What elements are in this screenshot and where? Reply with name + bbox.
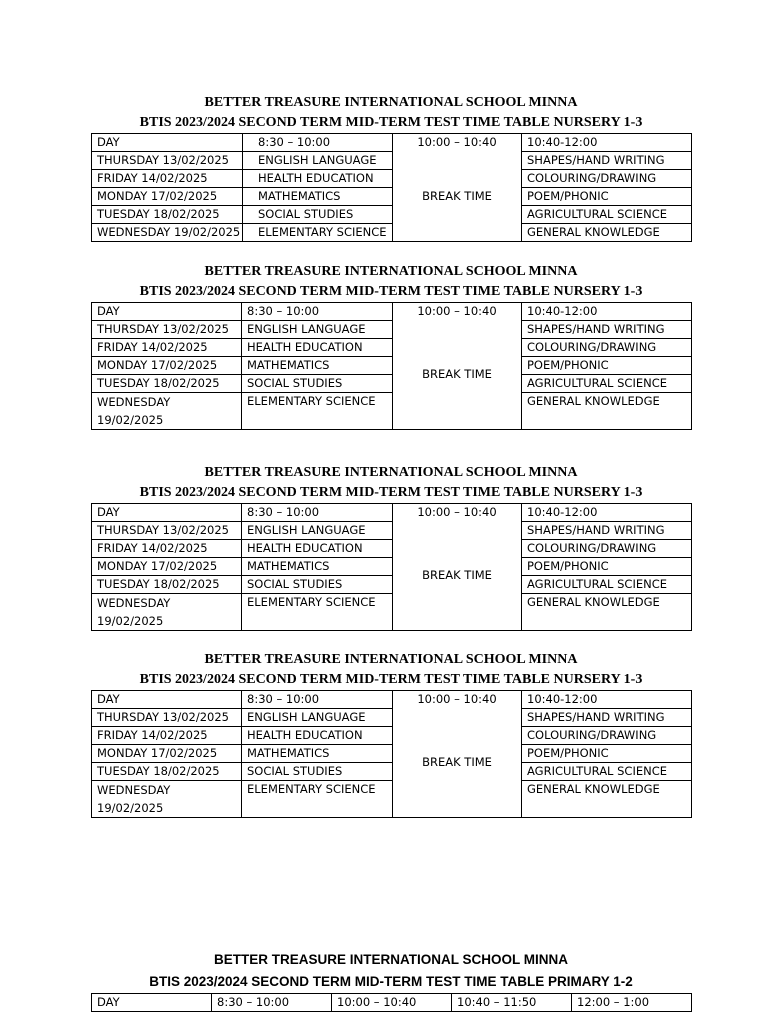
header-break: 10:00 – 10:40 [393, 691, 522, 709]
school-name: BETTER TREASURE INTERNATIONAL SCHOOL MINNA [204, 652, 578, 667]
subject-cell: GENERAL KNOWLEDGE [522, 781, 692, 818]
timetable-4 [91, 650, 691, 818]
header-break: 10:00 – 10:40 [393, 504, 522, 522]
subject-cell: SHAPES/HAND WRITING [522, 522, 692, 540]
subject-cell: SHAPES/HAND WRITING [522, 152, 692, 170]
subject-cell: ELEMENTARY SCIENCE [243, 224, 393, 242]
header-slot-2: 10:40-12:00 [522, 134, 692, 152]
table-row [92, 357, 692, 375]
timetable-subtitle: BTIS 2023/2024 SECOND TERM MID-TERM TEST TIME TABLE NURSERY 1-3 [139, 672, 643, 687]
subject-cell: SOCIAL STUDIES [242, 576, 393, 594]
subject-cell: MATHEMATICS [242, 558, 393, 576]
break-time-cell: BREAK TIME [393, 321, 522, 430]
header-break: 10:00 – 10:40 [393, 134, 522, 152]
day-cell: MONDAY 17/02/2025 [92, 357, 242, 375]
header-slot-2: 10:00 – 10:40 [332, 994, 452, 1012]
table-header-row [92, 134, 692, 152]
header-slot-4: 12:00 – 1:00 [572, 994, 692, 1012]
subject-cell: POEM/PHONIC [522, 357, 692, 375]
day-cell: MONDAY 17/02/2025 [92, 188, 243, 206]
table-row [92, 709, 692, 727]
subject-cell: AGRICULTURAL SCIENCE [522, 206, 692, 224]
day-cell: WEDNESDAY 19/02/2025 [92, 781, 242, 818]
header-slot-3: 10:40 – 11:50 [452, 994, 572, 1012]
header-day: DAY [92, 504, 242, 522]
subject-cell: HEALTH EDUCATION [242, 727, 393, 745]
timetable-table [91, 503, 692, 631]
header-slot-1: 8:30 – 10:00 [242, 504, 393, 522]
subject-cell: AGRICULTURAL SCIENCE [522, 576, 692, 594]
timetable-3 [91, 463, 691, 631]
subject-cell: HEALTH EDUCATION [242, 339, 393, 357]
subject-cell: COLOURING/DRAWING [522, 339, 692, 357]
header-slot-2: 10:40-12:00 [522, 504, 692, 522]
school-name: BETTER TREASURE INTERNATIONAL SCHOOL MINNA [204, 465, 578, 480]
header-slot-2: 10:40-12:00 [522, 303, 692, 321]
day-cell: TUESDAY 18/02/2025 [92, 206, 243, 224]
timetable-1 [91, 93, 691, 242]
timetable-subtitle: BTIS 2023/2024 SECOND TERM MID-TERM TEST TIME TABLE PRIMARY 1-2 [149, 974, 633, 989]
day-cell: WEDNESDAY 19/02/2025 [92, 393, 242, 430]
subject-cell: ELEMENTARY SCIENCE [242, 594, 393, 631]
day-cell: THURSDAY 13/02/2025 [92, 522, 242, 540]
break-time-cell: BREAK TIME [393, 522, 522, 631]
table-row [92, 393, 692, 430]
day-cell: THURSDAY 13/02/2025 [92, 152, 243, 170]
timetable-subtitle: BTIS 2023/2024 SECOND TERM MID-TERM TEST TIME TABLE NURSERY 1-3 [139, 485, 643, 500]
subject-cell: AGRICULTURAL SCIENCE [522, 763, 692, 781]
day-cell: THURSDAY 13/02/2025 [92, 321, 242, 339]
table-row [92, 781, 692, 818]
subject-cell: COLOURING/DRAWING [522, 170, 692, 188]
day-cell: FRIDAY 14/02/2025 [92, 727, 242, 745]
day-cell: THURSDAY 13/02/2025 [92, 709, 242, 727]
timetable-table [91, 690, 692, 818]
subject-cell: HEALTH EDUCATION [243, 170, 393, 188]
school-name: BETTER TREASURE INTERNATIONAL SCHOOL MINNA [204, 95, 578, 110]
timetable-table [91, 993, 692, 1012]
timetable-table [91, 133, 692, 242]
header-day: DAY [92, 303, 242, 321]
table-row [92, 727, 692, 745]
subject-cell: ELEMENTARY SCIENCE [242, 393, 393, 430]
day-cell: TUESDAY 18/02/2025 [92, 763, 242, 781]
subject-cell: MATHEMATICS [242, 357, 393, 375]
school-name: BETTER TREASURE INTERNATIONAL SCHOOL MINNA [213, 952, 568, 967]
subject-cell: SOCIAL STUDIES [242, 375, 393, 393]
table-header-row [92, 691, 692, 709]
timetable-primary [91, 949, 691, 1012]
table-header-row [92, 994, 692, 1012]
header-slot-2: 10:40-12:00 [522, 691, 692, 709]
day-cell: WEDNESDAY 19/02/2025 [92, 224, 243, 242]
subject-cell: COLOURING/DRAWING [522, 540, 692, 558]
subject-cell: HEALTH EDUCATION [242, 540, 393, 558]
timetable-subtitle: BTIS 2023/2024 SECOND TERM MID-TERM TEST TIME TABLE NURSERY 1-3 [139, 284, 643, 299]
table-header-row [92, 504, 692, 522]
table-row [92, 224, 692, 242]
table-row [92, 152, 692, 170]
subject-cell: POEM/PHONIC [522, 745, 692, 763]
table-header-row [92, 303, 692, 321]
school-name: BETTER TREASURE INTERNATIONAL SCHOOL MINNA [204, 264, 578, 279]
day-cell: TUESDAY 18/02/2025 [92, 576, 242, 594]
subject-cell: SHAPES/HAND WRITING [522, 709, 692, 727]
subject-cell: GENERAL KNOWLEDGE [522, 594, 692, 631]
subject-cell: ENGLISH LANGUAGE [242, 522, 393, 540]
break-time-cell: BREAK TIME [393, 152, 522, 242]
subject-cell: GENERAL KNOWLEDGE [522, 224, 692, 242]
header-slot-1: 8:30 – 10:00 [242, 691, 393, 709]
header-day: DAY [92, 994, 212, 1012]
break-time-cell: BREAK TIME [393, 709, 522, 818]
day-cell: FRIDAY 14/02/2025 [92, 540, 242, 558]
subject-cell: COLOURING/DRAWING [522, 727, 692, 745]
table-row [92, 170, 692, 188]
subject-cell: ENGLISH LANGUAGE [242, 321, 393, 339]
table-row [92, 558, 692, 576]
subject-cell: ENGLISH LANGUAGE [242, 709, 393, 727]
timetable-table [91, 302, 692, 430]
header-slot-1: 8:30 – 10:00 [243, 134, 393, 152]
header-day: DAY [92, 134, 243, 152]
table-row [92, 522, 692, 540]
subject-cell: SOCIAL STUDIES [243, 206, 393, 224]
table-row [92, 188, 692, 206]
table-row [92, 576, 692, 594]
day-cell: WEDNESDAY 19/02/2025 [92, 594, 242, 631]
table-row [92, 375, 692, 393]
subject-cell: AGRICULTURAL SCIENCE [522, 375, 692, 393]
subject-cell: ENGLISH LANGUAGE [243, 152, 393, 170]
subject-cell: SOCIAL STUDIES [242, 763, 393, 781]
subject-cell: MATHEMATICS [242, 745, 393, 763]
day-cell: MONDAY 17/02/2025 [92, 745, 242, 763]
header-slot-1: 8:30 – 10:00 [242, 303, 393, 321]
table-row [92, 745, 692, 763]
subject-cell: SHAPES/HAND WRITING [522, 321, 692, 339]
day-cell: FRIDAY 14/02/2025 [92, 339, 242, 357]
subject-cell: POEM/PHONIC [522, 558, 692, 576]
table-row [92, 206, 692, 224]
table-row [92, 339, 692, 357]
table-row [92, 594, 692, 631]
subject-cell: MATHEMATICS [243, 188, 393, 206]
subject-cell: POEM/PHONIC [522, 188, 692, 206]
header-day: DAY [92, 691, 242, 709]
header-slot-1: 8:30 – 10:00 [212, 994, 332, 1012]
subject-cell: GENERAL KNOWLEDGE [522, 393, 692, 430]
subject-cell: ELEMENTARY SCIENCE [242, 781, 393, 818]
day-cell: FRIDAY 14/02/2025 [92, 170, 243, 188]
timetable-2 [91, 262, 691, 430]
table-row [92, 763, 692, 781]
timetable-subtitle: BTIS 2023/2024 SECOND TERM MID-TERM TEST TIME TABLE NURSERY 1-3 [139, 115, 643, 130]
header-break: 10:00 – 10:40 [393, 303, 522, 321]
table-row [92, 321, 692, 339]
day-cell: TUESDAY 18/02/2025 [92, 375, 242, 393]
day-cell: MONDAY 17/02/2025 [92, 558, 242, 576]
table-row [92, 540, 692, 558]
